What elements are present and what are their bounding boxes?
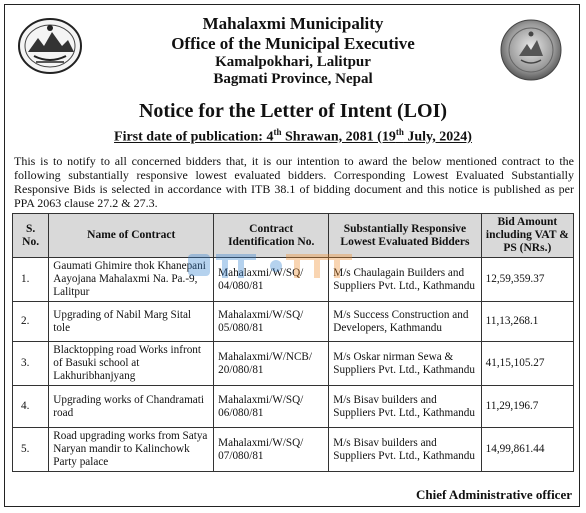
- header-bidder: Substantially Responsive Lowest Evaluated Bidders: [329, 214, 481, 258]
- loi-table: [12, 213, 574, 472]
- notice-title: Notice for the Letter of Intent (LOI): [138, 100, 448, 122]
- cell-bidder: M/s Chaulagain Builders and Suppliers Pvt. Ltd., Kathmandu: [329, 258, 481, 302]
- letterhead: [0, 14, 586, 88]
- header-sn: S. No.: [13, 214, 49, 258]
- cell-amount: 41,15,105.27: [481, 342, 573, 386]
- cell-amount: 14,99,861.44: [481, 428, 573, 472]
- cell-bidder: M/s Bisav builders and Suppliers Pvt. Ltd., Kathmandu: [329, 428, 481, 472]
- cell-name: Upgrading of Nabil Marg Sital tole: [49, 302, 214, 342]
- publication-date: [0, 124, 586, 146]
- cell-amount: 11,13,268.1: [481, 302, 573, 342]
- cell-bidder: M/s Bisav builders and Suppliers Pvt. Ltd., Kathmandu: [329, 386, 481, 428]
- cell-amount: 12,59,359.37: [481, 258, 573, 302]
- cell-id: Mahalaxmi/W/SQ/ 05/080/81: [214, 302, 329, 342]
- org-name: Mahalaxmi Municipality: [202, 14, 384, 33]
- cell-name: Blacktopping road Works infront of Basuki school at Lakhuribhanjyang: [49, 342, 214, 386]
- signatory: Chief Administrative officer: [416, 487, 572, 502]
- cell-sn: 1.: [13, 258, 49, 302]
- pub-sup-2: th: [395, 127, 404, 137]
- cell-id: Mahalaxmi/W/SQ/ 06/080/81: [214, 386, 329, 428]
- table-row: [13, 302, 574, 342]
- address-line-2: Bagmati Province, Nepal: [213, 71, 373, 87]
- cell-id: Mahalaxmi/W/SQ/ 04/080/81: [214, 258, 329, 302]
- office-name: Office of the Municipal Executive: [171, 34, 415, 53]
- table-header-row: [13, 214, 574, 258]
- pub-prefix: First date of publication: 4: [114, 129, 274, 145]
- header-name: Name of Contract: [49, 214, 214, 258]
- pub-suffix: July, 2024): [403, 129, 472, 145]
- cell-sn: 2.: [13, 302, 49, 342]
- cell-bidder: M/s Success Construction and Developers, Kathmandu: [329, 302, 481, 342]
- pub-mid: Shrawan, 2081 (19: [281, 129, 396, 145]
- cell-sn: 5.: [13, 428, 49, 472]
- cell-name: Road upgrading works from Satya Naryan mandir to Kalinchowk Party palace: [49, 428, 214, 472]
- cell-id: Mahalaxmi/W/SQ/ 07/080/81: [214, 428, 329, 472]
- pub-sup-1: th: [273, 127, 282, 137]
- cell-bidder: M/s Oskar nirman Sewa & Suppliers Pvt. Ltd., Kathmandu: [329, 342, 481, 386]
- table-row: [13, 258, 574, 302]
- table-row: [13, 386, 574, 428]
- table-row: [13, 342, 574, 386]
- cell-id: Mahalaxmi/W/NCB/ 20/080/81: [214, 342, 329, 386]
- header-id: Contract Identification No.: [214, 214, 329, 258]
- cell-amount: 11,29,196.7: [481, 386, 573, 428]
- cell-name: Gaumati Ghimire thok Khanepani Aayojana Mahalaxmi Na. Pa.-9, Lalitpur: [49, 258, 214, 302]
- cell-sn: 3.: [13, 342, 49, 386]
- header-amount: Bid Amount including VAT & PS (NRs.): [481, 214, 573, 258]
- cell-sn: 4.: [13, 386, 49, 428]
- intro-paragraph: This is to notify to all concerned bidders that, it is our intention to award the below mentioned contract to the following substantially responsive lowest evaluated bidders. Corresponding Lowest Evaluated Substantially Responsive Bids is selected in accordance with ITB 38.1 of bidding document and this notice is published as per PPA 2063 clause 27.2 & 27.3.: [14, 154, 574, 210]
- address-line-1: Kamalpokhari, Lalitpur: [215, 54, 371, 70]
- table-row: [13, 428, 574, 472]
- cell-name: Upgrading works of Chandramati road: [49, 386, 214, 428]
